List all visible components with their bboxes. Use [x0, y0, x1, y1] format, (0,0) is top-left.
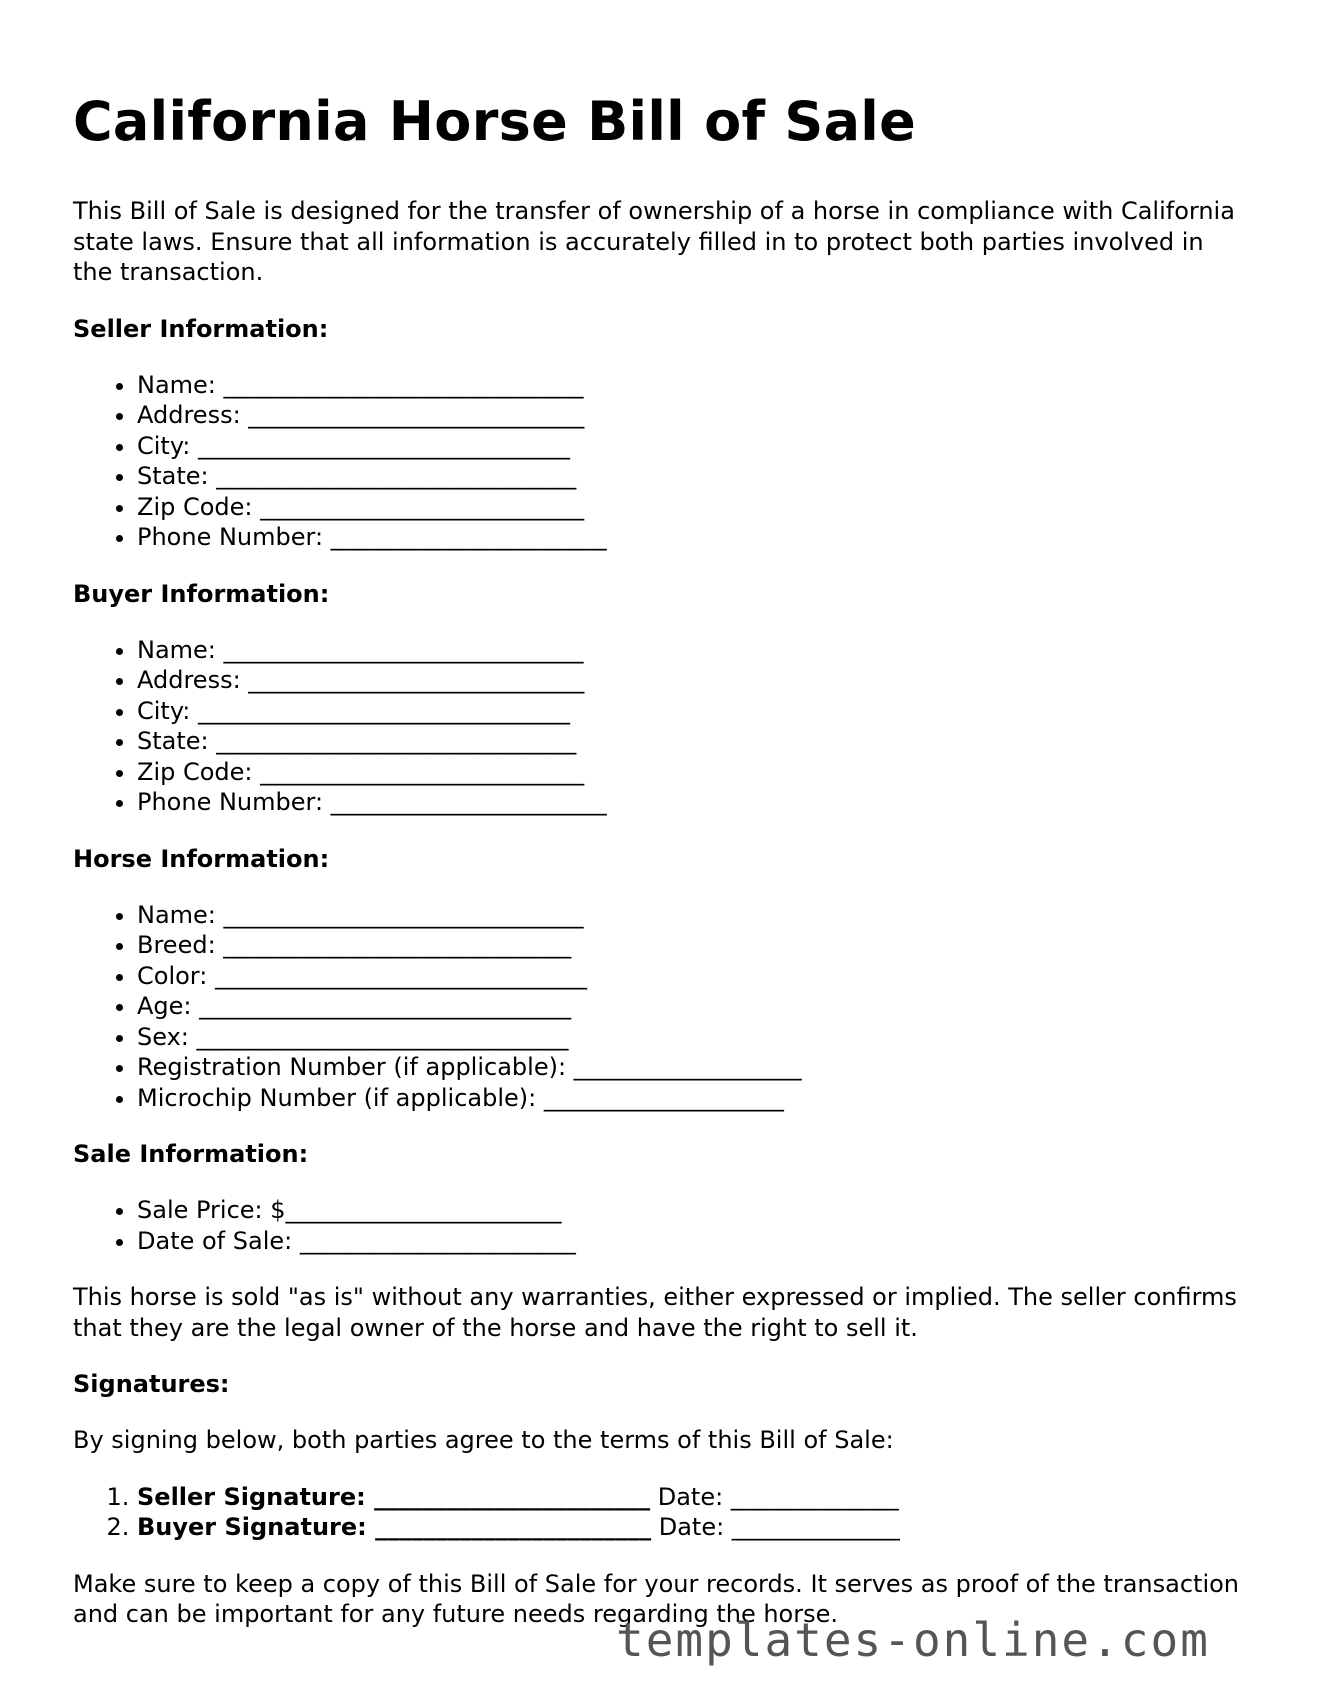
signature-list: [73, 1482, 1243, 1543]
signatures-heading: Signatures:: [73, 1370, 230, 1398]
buyer-city-field[interactable]: • City: _______________________________: [137, 696, 1243, 727]
seller-name-field[interactable]: • Name: ______________________________: [137, 370, 1243, 401]
seller-phone-field[interactable]: • Phone Number: _______________________: [137, 522, 1243, 553]
seller-list: [73, 370, 1243, 553]
document-page: [73, 88, 1243, 1630]
seller-address-field[interactable]: • Address: ____________________________: [137, 400, 1243, 431]
seller-heading: Seller Information:: [73, 314, 329, 343]
agreement-text: By signing below, both parties agree to the terms of this Bill of Sale:: [73, 1426, 894, 1454]
seller-city-field[interactable]: • City: _______________________________: [137, 431, 1243, 462]
horse-heading: Horse Information:: [73, 844, 330, 873]
buyer-signature-label: Buyer Signature: _______________________: [137, 1513, 652, 1541]
seller-signature-row[interactable]: [137, 1482, 1243, 1513]
sale-price-field[interactable]: • Sale Price: $_______________________: [137, 1195, 1243, 1226]
seller-state-field[interactable]: • State: ______________________________: [137, 461, 1243, 492]
buyer-state-field[interactable]: • State: ______________________________: [137, 726, 1243, 757]
horse-microchip-field[interactable]: • Microchip Number (if applicable): ____________________: [137, 1083, 1243, 1114]
buyer-heading: Buyer Information:: [73, 579, 330, 608]
page-title: California Horse Bill of Sale: [73, 90, 917, 153]
watermark: templates-online.com: [616, 1613, 1210, 1667]
horse-list: [73, 900, 1243, 1114]
seller-zip-field[interactable]: • Zip Code: ___________________________: [137, 492, 1243, 523]
horse-name-field[interactable]: • Name: ______________________________: [137, 900, 1243, 931]
horse-sex-field[interactable]: • Sex: _______________________________: [137, 1022, 1243, 1053]
sale-list: [73, 1195, 1243, 1256]
buyer-phone-field[interactable]: • Phone Number: _______________________: [137, 787, 1243, 818]
horse-breed-field[interactable]: • Breed: _____________________________: [137, 930, 1243, 961]
buyer-signature-date[interactable]: Date: ______________: [651, 1513, 900, 1541]
closing-paragraph: Make sure to keep a copy of this Bill of Sale for your records. It serves as proof of the transaction and can be important for any future needs regarding the horse.: [73, 1569, 1240, 1628]
seller-signature-label: Seller Signature: _______________________: [137, 1482, 651, 1511]
buyer-signature-row[interactable]: [137, 1512, 1243, 1543]
as-is-paragraph: This horse is sold "as is" without any warranties, either expressed or implied. The seller confirms that they are the legal owner of the horse and have the right to sell it.: [73, 1283, 1237, 1342]
buyer-zip-field[interactable]: • Zip Code: ___________________________: [137, 757, 1243, 788]
sale-date-field[interactable]: • Date of Sale: _______________________: [137, 1226, 1243, 1257]
buyer-list: [73, 635, 1243, 818]
horse-registration-field[interactable]: • Registration Number (if applicable): ___________________: [137, 1052, 1243, 1083]
intro-paragraph: This Bill of Sale is designed for the transfer of ownership of a horse in compliance with California state laws. Ensure that all information is accurately filled in to protect both parties involved in the transaction.: [73, 197, 1235, 286]
horse-age-field[interactable]: • Age: _______________________________: [137, 991, 1243, 1022]
buyer-address-field[interactable]: • Address: ____________________________: [137, 665, 1243, 696]
seller-signature-date[interactable]: Date: ______________: [650, 1482, 899, 1511]
buyer-name-field[interactable]: • Name: ______________________________: [137, 635, 1243, 666]
horse-color-field[interactable]: • Color: _______________________________: [137, 961, 1243, 992]
sale-heading: Sale Information:: [73, 1140, 309, 1168]
